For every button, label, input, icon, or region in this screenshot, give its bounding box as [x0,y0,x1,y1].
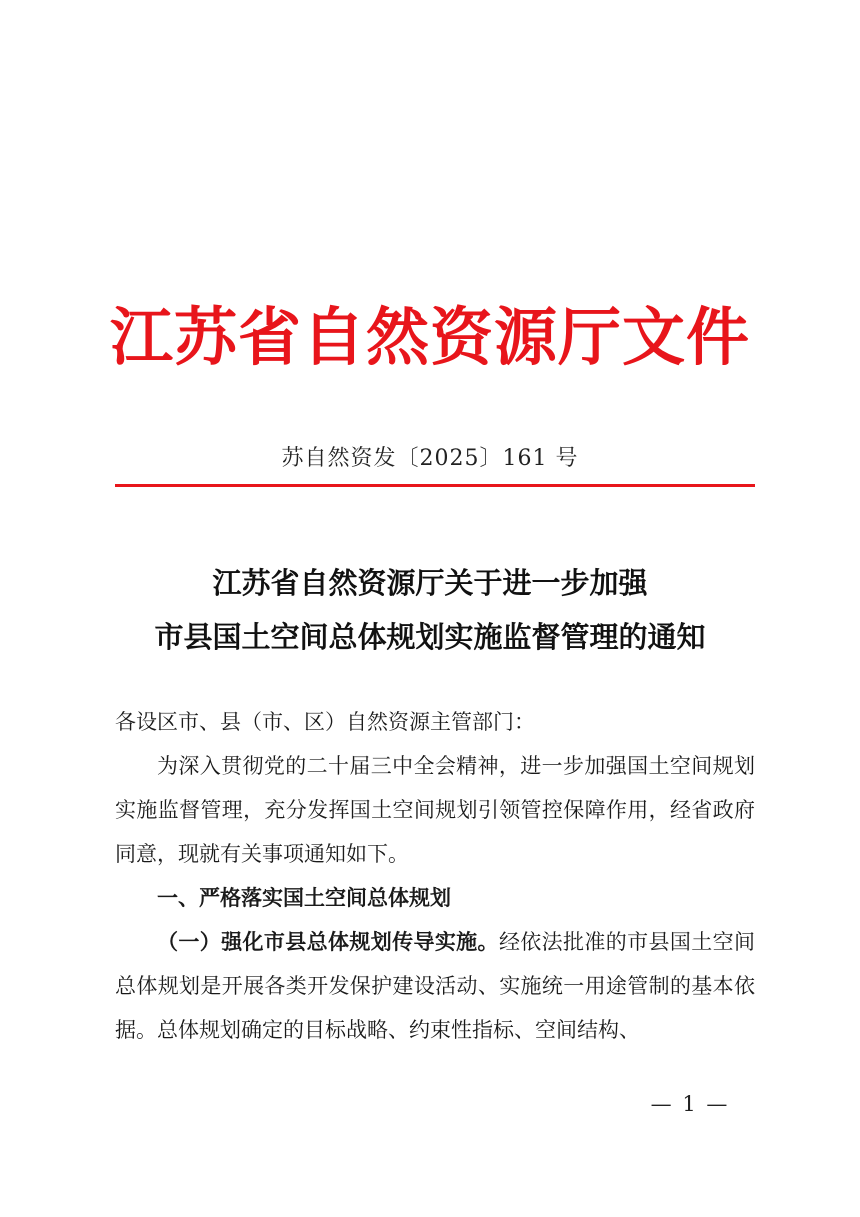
intro-paragraph: 为深入贯彻党的二十届三中全会精神，进一步加强国土空间规划实施监督管理，充分发挥国土空间规划引领管控保障作用，经省政府同意，现就有关事项通知如下。 [115,754,755,866]
issuing-authority-title: 江苏省自然资源厅文件 [110,300,750,374]
document-body [115,700,755,1052]
item-1-text: 经依法批准的市县国土空间总体规划是开展各类开发保护建设活动、实施统一用途管制的基本依据。总体规划确定的目标战略、约束性指标、空间结构、 [115,930,756,1042]
notice-title [0,556,860,664]
section-heading-1: 一、严格落实国土空间总体规划 [157,886,451,910]
page-number: — 1 — [650,1092,730,1116]
item-1-paragraph [115,920,755,1052]
notice-title-line-1: 江苏省自然资源厅关于进一步加强 [212,566,648,600]
red-separator-line [115,484,755,487]
notice-title-line-2: 市县国土空间总体规划实施监督管理的通知 [154,620,706,654]
salutation: 各设区市、县（市、区）自然资源主管部门： [115,710,535,734]
item-1-heading: （一）强化市县总体规划传导实施。 [157,930,499,954]
document-number: 苏自然资发〔2025〕161 号 [281,446,579,471]
